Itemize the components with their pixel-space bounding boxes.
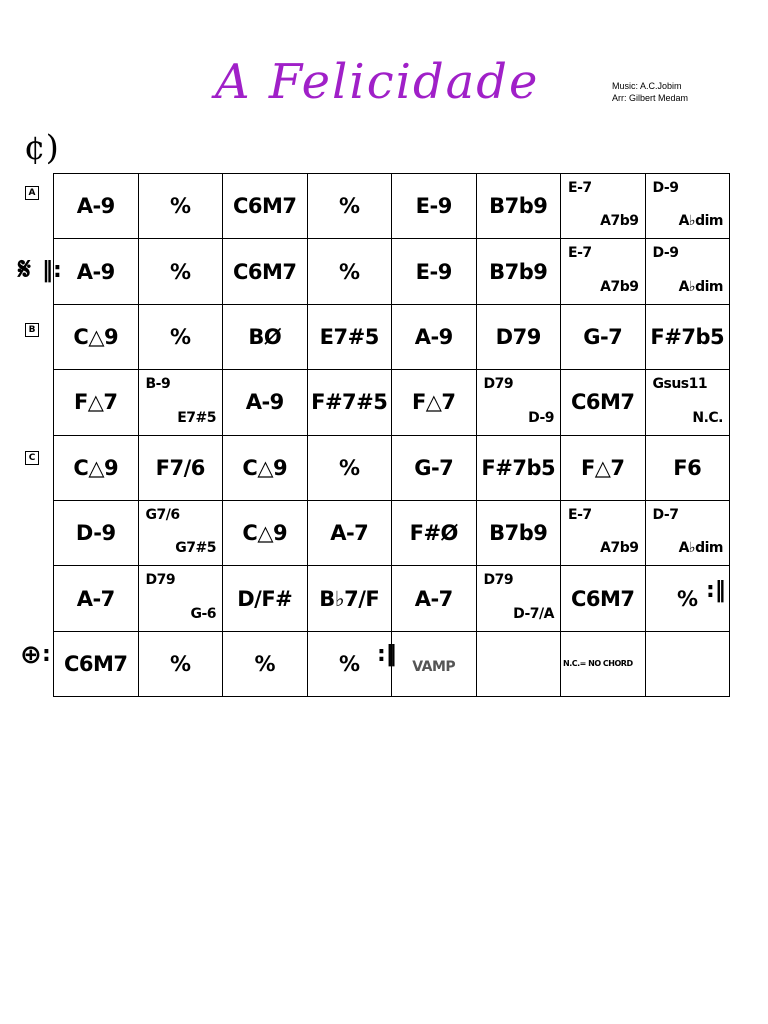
- repeat-end-mark-coda: :‖: [377, 642, 397, 667]
- measure-cell: [645, 174, 730, 239]
- measure-cell: [307, 500, 392, 565]
- measure-cell: [476, 631, 561, 696]
- chord-first-half: B-9: [145, 376, 171, 393]
- chord-symbol: D79: [495, 324, 541, 349]
- measure-cell: [138, 631, 223, 696]
- measure-cell: [54, 370, 139, 435]
- song-title: A Felicidade: [215, 54, 540, 110]
- chord-symbol: C6M7: [232, 194, 297, 219]
- grid-row: [54, 566, 730, 631]
- measure-cell: [223, 500, 308, 565]
- measure-cell: [223, 566, 308, 631]
- measure-cell: [561, 566, 646, 631]
- grid-row: [54, 500, 730, 565]
- measure-cell: [476, 500, 561, 565]
- grid-row: [54, 435, 730, 500]
- chord-symbol: F#7b5: [481, 455, 556, 480]
- chord-first-half: E-7: [568, 506, 592, 523]
- measure-cell: [476, 435, 561, 500]
- measure-cell: [138, 566, 223, 631]
- measure-cell: [307, 370, 392, 435]
- chord-symbol: F△7: [73, 390, 118, 415]
- chord-symbol: E-9: [415, 259, 452, 284]
- section-b-mark: B: [25, 323, 39, 337]
- music-credit: Music: A.C.Jobim: [612, 81, 682, 91]
- chord-symbol: A-7: [76, 586, 115, 611]
- chord-symbol: F△7: [580, 455, 625, 480]
- chord-second-half: E7#5: [177, 409, 216, 426]
- chord-first-half: G7/6: [145, 506, 180, 523]
- measure-cell: [476, 566, 561, 631]
- grid-row: [54, 239, 730, 304]
- chord-symbol: C6M7: [63, 651, 128, 676]
- chord-symbol: C△9: [73, 455, 119, 480]
- chord-symbol: B7b9: [489, 521, 548, 546]
- chord-symbol: F7/6: [155, 455, 205, 480]
- chord-symbol: C6M7: [570, 586, 635, 611]
- chord-grid: [53, 173, 730, 697]
- chord-second-half: G-6: [190, 605, 216, 622]
- measure-cell: [138, 370, 223, 435]
- chord-second-half: D-9: [528, 409, 554, 426]
- coda-icon: ⊕: [20, 640, 42, 670]
- chord-second-half: A♭dim: [678, 278, 723, 295]
- measure-cell: [392, 631, 477, 696]
- section-c-mark: C: [25, 451, 39, 465]
- chord-symbol: N.C.= NO CHORD: [563, 659, 633, 669]
- grid-row: [54, 370, 730, 435]
- chord-symbol: A-9: [76, 194, 115, 219]
- repeat-start-mark: ‖:: [42, 258, 62, 283]
- chord-first-half: D-9: [652, 180, 679, 196]
- chord-second-half: A7b9: [600, 213, 639, 230]
- grid-row: [54, 304, 730, 369]
- chord-second-half: A7b9: [600, 540, 639, 557]
- chord-symbol: A-9: [414, 324, 453, 349]
- chord-symbol: D-9: [75, 521, 116, 546]
- measure-cell: [223, 304, 308, 369]
- chord-symbol: F#7b5: [650, 324, 725, 349]
- measure-cell: [223, 435, 308, 500]
- measure-cell: [307, 304, 392, 369]
- credits: [612, 80, 688, 104]
- measure-cell: [476, 304, 561, 369]
- chord-second-half: A7b9: [600, 278, 639, 295]
- measure-cell: [561, 239, 646, 304]
- chord-symbol: F△7: [411, 390, 456, 415]
- measure-cell: [561, 304, 646, 369]
- repeat-measure-symbol: %: [338, 651, 360, 676]
- measure-cell: [307, 566, 392, 631]
- chord-first-half: D79: [483, 572, 514, 589]
- chord-symbol: F#7#5: [311, 390, 388, 415]
- measure-cell: [645, 304, 730, 369]
- chord-symbol: C6M7: [232, 259, 297, 284]
- measure-cell: [54, 500, 139, 565]
- measure-cell: [645, 500, 730, 565]
- chord-symbol: C△9: [242, 521, 288, 546]
- measure-cell: [138, 174, 223, 239]
- chord-symbol: C△9: [73, 324, 119, 349]
- measure-cell: [138, 304, 223, 369]
- chord-symbol: G-7: [414, 455, 454, 480]
- measure-cell: [561, 631, 646, 696]
- measure-cell: [223, 370, 308, 435]
- chord-symbol: A-9: [76, 259, 115, 284]
- chord-symbol: F#Ø: [409, 521, 458, 546]
- measure-cell: [645, 435, 730, 500]
- chord-symbol: E-9: [415, 194, 452, 219]
- measure-cell: [561, 500, 646, 565]
- measure-cell: [138, 500, 223, 565]
- measure-cell: [645, 370, 730, 435]
- measure-cell: [392, 174, 477, 239]
- chord-second-half: G7#5: [175, 540, 216, 557]
- section-a-mark: A: [25, 186, 39, 200]
- measure-cell: [392, 239, 477, 304]
- measure-cell: [561, 370, 646, 435]
- repeat-measure-symbol: %: [338, 455, 360, 480]
- chord-symbol: VAMP: [412, 658, 456, 675]
- repeat-measure-symbol: %: [254, 651, 276, 676]
- measure-cell: [392, 500, 477, 565]
- measure-cell: [307, 239, 392, 304]
- repeat-measure-symbol: %: [169, 651, 191, 676]
- repeat-measure-symbol: %: [338, 194, 360, 219]
- measure-cell: [392, 304, 477, 369]
- chord-symbol: F6: [673, 455, 702, 480]
- chord-symbol: C6M7: [570, 390, 635, 415]
- chord-second-half: A♭dim: [678, 540, 723, 557]
- measure-cell: [561, 174, 646, 239]
- chord-first-half: D79: [483, 376, 514, 393]
- measure-cell: [392, 566, 477, 631]
- repeat-measure-symbol: %: [169, 324, 191, 349]
- chord-first-half: D-9: [652, 245, 679, 262]
- measure-cell: [223, 174, 308, 239]
- chord-symbol: G-7: [583, 324, 623, 349]
- chord-symbol: B7b9: [489, 194, 548, 219]
- segno-icon: 𝄋: [18, 252, 31, 287]
- chord-symbol: B7b9: [489, 259, 548, 284]
- measure-cell: [476, 370, 561, 435]
- chord-symbol: A-7: [330, 521, 369, 546]
- measure-cell: [54, 239, 139, 304]
- chord-first-half: D79: [145, 572, 176, 589]
- chord-first-half: E-7: [568, 180, 592, 196]
- chord-symbol: BØ: [248, 324, 282, 349]
- measure-cell: [392, 435, 477, 500]
- chord-second-half: D-7/A: [513, 605, 554, 622]
- repeat-end-mark: :‖: [706, 578, 726, 603]
- measure-cell: [54, 435, 139, 500]
- repeat-measure-symbol: %: [676, 586, 698, 611]
- time-signature: ¢): [24, 128, 59, 168]
- measure-cell: [645, 631, 730, 696]
- measure-cell: [476, 174, 561, 239]
- measure-cell: [223, 239, 308, 304]
- chord-second-half: A♭dim: [678, 213, 723, 230]
- measure-cell: [54, 566, 139, 631]
- measure-cell: [54, 304, 139, 369]
- measure-cell: [307, 174, 392, 239]
- chord-symbol: C△9: [242, 455, 288, 480]
- repeat-measure-symbol: %: [169, 194, 191, 219]
- measure-cell: [561, 435, 646, 500]
- measure-cell: [138, 435, 223, 500]
- measure-cell: [645, 239, 730, 304]
- measure-cell: [476, 239, 561, 304]
- repeat-measure-symbol: %: [169, 259, 191, 284]
- repeat-start-mark-coda: :: [42, 642, 51, 667]
- measure-cell: [307, 435, 392, 500]
- chord-symbol: A-9: [245, 390, 284, 415]
- chord-second-half: N.C.: [692, 409, 723, 426]
- arranger-credit: Arr: Gilbert Medam: [612, 93, 689, 103]
- measure-cell: [138, 239, 223, 304]
- measure-cell: [223, 631, 308, 696]
- chord-first-half: Gsus11: [652, 376, 708, 393]
- measure-cell: [54, 631, 139, 696]
- repeat-measure-symbol: %: [338, 259, 360, 284]
- measure-cell: [392, 370, 477, 435]
- chord-symbol: E7#5: [319, 324, 379, 349]
- grid-row: [54, 174, 730, 239]
- chord-symbol: B♭7/F: [319, 586, 380, 611]
- measure-cell: [54, 174, 139, 239]
- chord-symbol: A-7: [414, 586, 453, 611]
- chord-first-half: D-7: [652, 506, 679, 523]
- chord-symbol: D/F#: [237, 586, 293, 611]
- chord-first-half: E-7: [568, 245, 592, 262]
